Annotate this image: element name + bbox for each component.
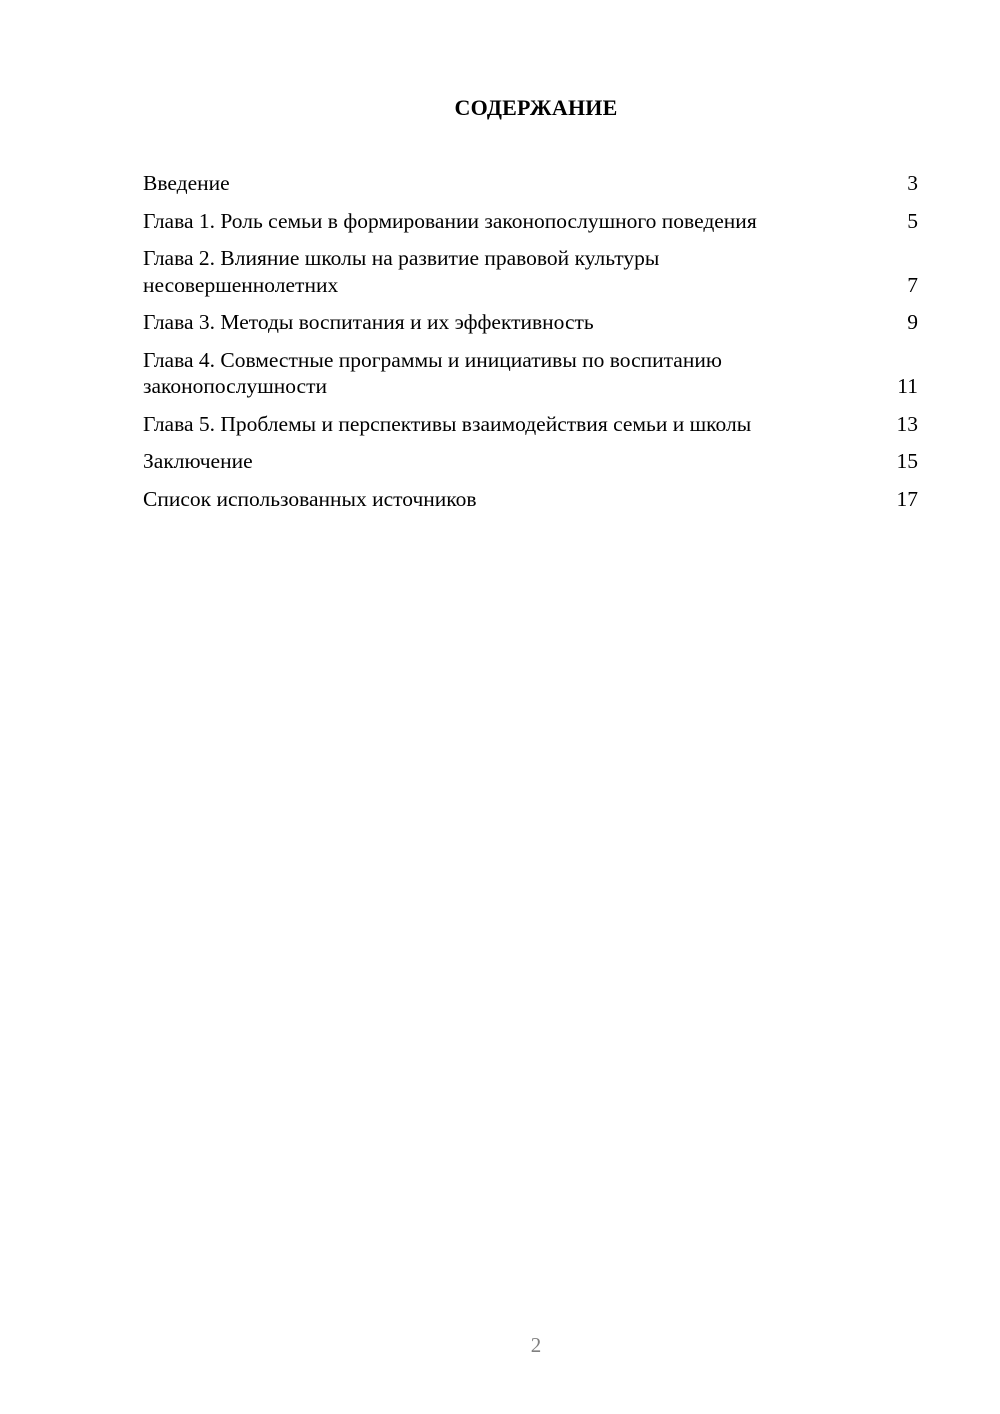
toc-entry-text: Глава 4. Совместные программы и инициативы по воспитанию законопослушности xyxy=(143,347,722,398)
toc-entry-page: 11 xyxy=(897,374,918,398)
toc-entry-chapter-2 xyxy=(143,245,918,298)
toc-entry-chapter-1 xyxy=(143,208,918,235)
toc-entry-chapter-4 xyxy=(143,347,918,400)
table-of-contents xyxy=(143,170,918,523)
toc-entry-conclusion xyxy=(143,448,918,475)
page-title: СОДЕРЖАНИЕ xyxy=(454,95,618,120)
toc-entry-page: 5 xyxy=(907,208,918,233)
page-number: 2 xyxy=(530,1333,542,1357)
toc-entry-chapter-5 xyxy=(143,411,918,438)
toc-entry-introduction xyxy=(143,170,918,197)
toc-entry-text: Список использованных источников xyxy=(143,486,477,511)
toc-entry-text: Глава 5. Проблемы и перспективы взаимодействия семьи и школы xyxy=(143,411,752,436)
toc-entry-page: 9 xyxy=(907,310,918,334)
toc-entry-page: 7 xyxy=(907,272,918,297)
toc-entry-chapter-3 xyxy=(143,309,918,336)
toc-entry-page: 13 xyxy=(896,411,918,436)
toc-entry-text: Введение xyxy=(143,171,230,195)
toc-entry-text: Глава 1. Роль семьи в формировании законопослушного поведения xyxy=(143,208,757,233)
toc-entry-page: 3 xyxy=(907,171,918,195)
toc-entry-text: Заключение xyxy=(143,449,253,473)
toc-entry-text: Глава 3. Методы воспитания и их эффективность xyxy=(143,310,594,334)
toc-entry-text: Глава 2. Влияние школы на развитие правовой культуры несовершеннолетних xyxy=(143,246,660,297)
toc-entry-page: 17 xyxy=(896,486,918,511)
toc-entry-references xyxy=(143,486,918,513)
toc-entry-page: 15 xyxy=(896,449,918,473)
